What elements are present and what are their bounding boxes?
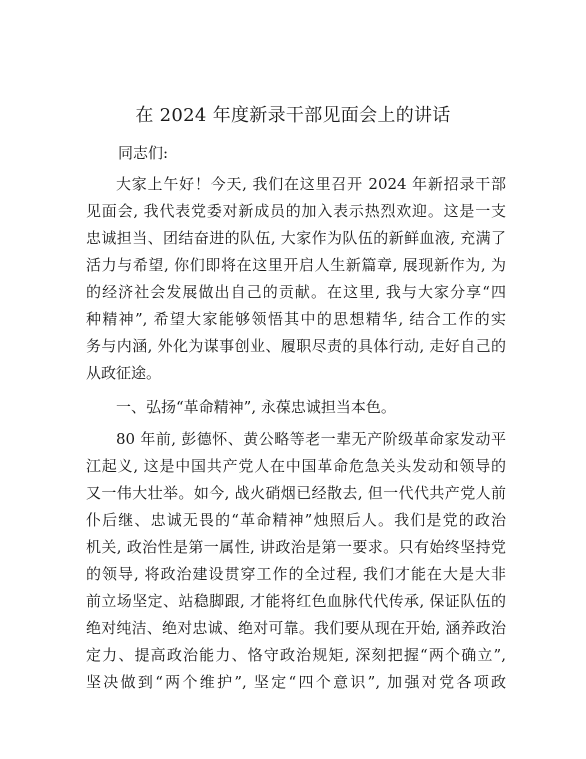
paragraph-line: 的经济社会发展做出自己的贡献。在这里, 我与大家分享“四 (86, 283, 506, 301)
paragraph-line: 务与内涵, 外化为谋事创业、履职尽责的具体行动, 走好自己的 (86, 337, 506, 355)
paragraph-line: 80 年前, 彭德怀、黄公略等老一辈无产阶级革命家发动平 (116, 430, 506, 448)
paragraph-section-1 (86, 426, 506, 696)
paragraph-line: 从政征途。 (86, 364, 162, 382)
paragraph-line: 种精神”, 希望大家能够领悟其中的思想精华, 结合工作的实 (86, 310, 506, 328)
paragraph-intro (86, 171, 506, 387)
paragraph-line: 忠诚担当、团结奋进的队伍, 大家作为队伍的新鲜血液, 充满了 (86, 229, 506, 247)
paragraph-line: 绝对纯洁、绝对忠诚、绝对可靠。我们要从现在开始, 涵养政治 (86, 619, 506, 637)
paragraph-line: 坚决做到“两个维护”, 坚定“四个意识”, 加强对党各项政 (86, 673, 506, 691)
section-heading-1: 一、弘扬“革命精神”, 永葆忠诚担当本色。 (116, 398, 396, 416)
greeting: 同志们: (118, 144, 169, 162)
paragraph-line: 定力、提高政治能力、恪守政治规矩, 深刻把握“两个确立”, (86, 646, 506, 664)
paragraph-line: 前立场坚定、站稳脚跟, 才能将红色血脉代代传承, 保证队伍的 (86, 592, 506, 610)
paragraph-line: 见面会, 我代表党委对新成员的加入表示热烈欢迎。这是一支 (86, 202, 506, 220)
document-title: 在 2024 年度新录干部见面会上的讲话 (135, 105, 451, 126)
paragraph-line: 仆后继、忠诚无畏的“革命精神”烛照后人。我们是党的政治 (86, 511, 506, 529)
paragraph-line: 的领导, 将政治建设贯穿工作的全过程, 我们才能在大是大非 (86, 565, 506, 583)
paragraph-line: 机关, 政治性是第一属性, 讲政治是第一要求。只有始终坚持党 (86, 538, 506, 556)
paragraph-line: 又一伟大壮举。如今, 战火硝烟已经散去, 但一代代共产党人前 (86, 484, 506, 502)
paragraph-line: 江起义, 这是中国共产党人在中国革命危急关头发动和领导的 (86, 457, 506, 475)
paragraph-line: 大家上午好！今天, 我们在这里召开 2024 年新招录干部 (116, 175, 506, 193)
paragraph-line: 活力与希望, 你们即将在这里开启人生新篇章, 展现新作为, 为 (86, 256, 506, 274)
